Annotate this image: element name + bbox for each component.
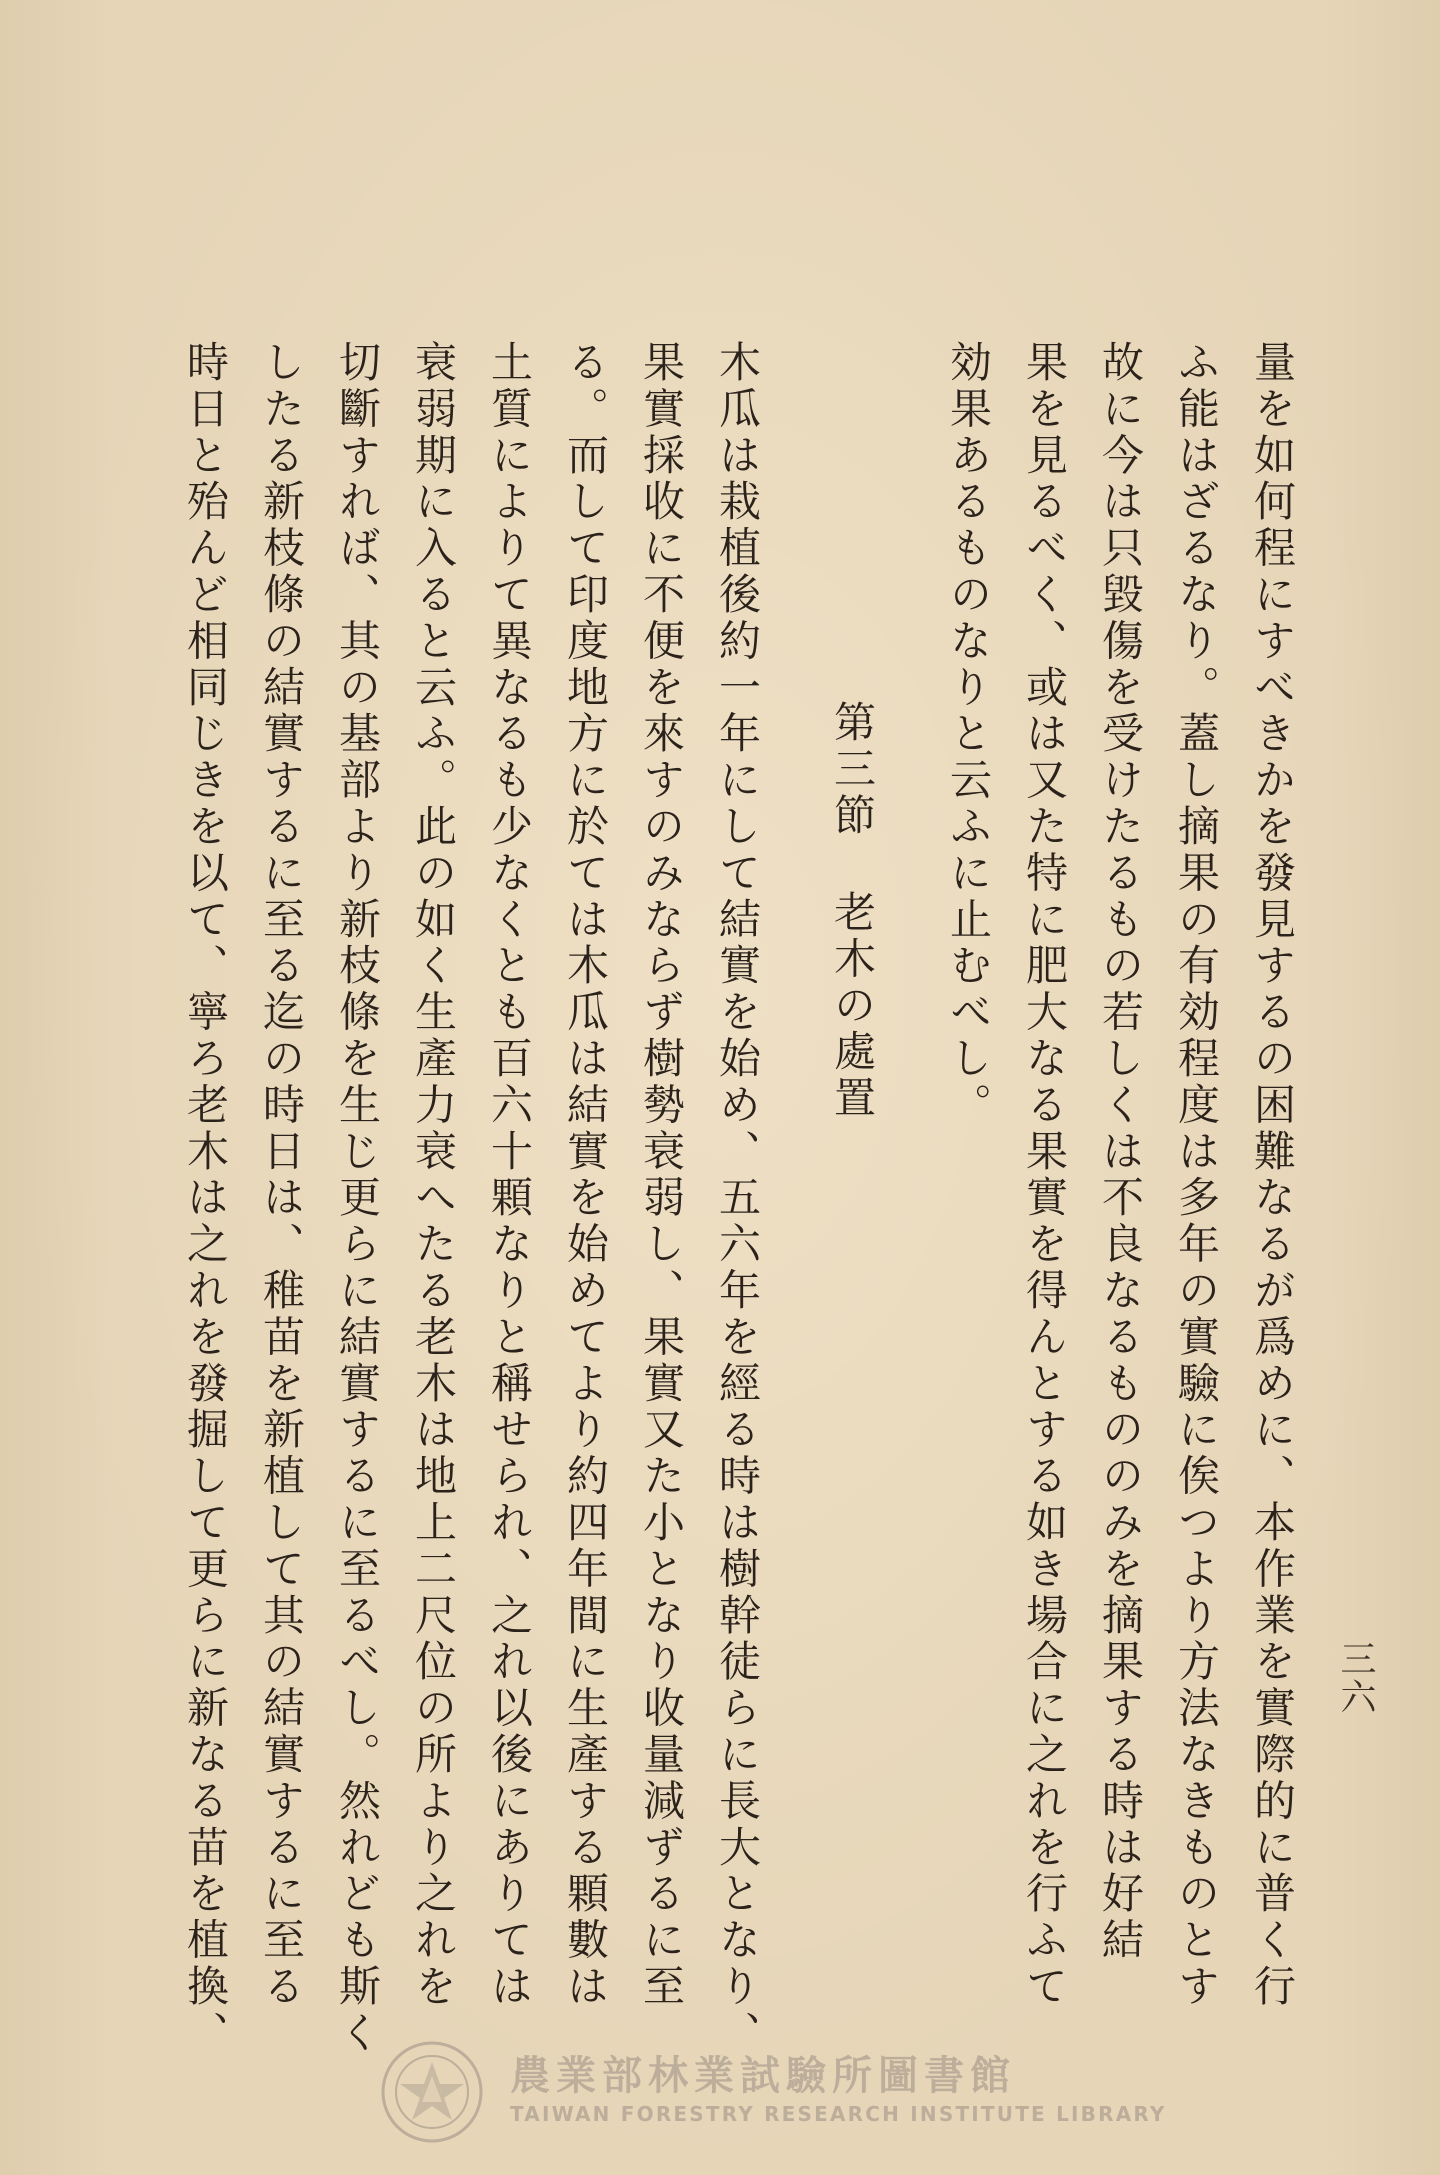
text-column: 木瓜は栽植後約一年にして結實を始め、五六年を經る時は樹幹徒らに長大となり、 — [713, 340, 762, 2057]
section-number: 第三節 — [828, 700, 877, 840]
text-column: 量を如何程にすべきかを發見するの困難なるが爲めに、本作業を實際的に普く行 — [1248, 340, 1297, 2011]
text-column: 土質によりて異なるも少なくとも百六十顆なりと稱せられ、之れ以後にありては — [485, 340, 534, 2011]
text-column: 効果あるものなりと云ふに止むべし。 — [944, 340, 993, 1129]
watermark-title: 農業部林業試驗所圖書館 — [510, 2053, 1016, 2099]
watermark-subtitle: TAIWAN FORESTRY RESEARCH INSTITUTE LIBRARY — [510, 2102, 1167, 2126]
text-column: る。而して印度地方に於ては木瓜は結實を始めてより約四年間に生產する顆數は — [561, 340, 610, 2011]
text-column: 切斷すれば、其の基部より新枝條を生じ更らに結實するに至るべし。然れども斯く — [333, 340, 382, 2057]
text-column: ふ能はざるなり。蓋し摘果の有効程度は多年の實驗に俟つより方法なきものとす — [1172, 340, 1221, 2011]
text-column: 故に今は只毀傷を受けたるもの若しくは不良なるもののみを摘果する時は好結 — [1096, 340, 1145, 1964]
text-column: 果を見るべく、或は又た特に肥大なる果實を得んとする如き場合に之れを行ふて — [1020, 340, 1069, 2011]
text-column: したる新枝條の結實するに至る迄の時日は、稚苗を新植して其の結實するに至る — [257, 340, 306, 2011]
text-column: 衰弱期に入ると云ふ。此の如く生產力衰へたる老木は地上二尺位の所より之れを — [409, 340, 458, 2011]
library-watermark — [380, 2040, 1167, 2150]
page-number: 三六 — [1335, 1640, 1376, 1716]
section-title: 老木の處置 — [828, 890, 877, 1122]
text-column: 時日と殆んど相同じきを以て、寧ろ老木は之れを發掘して更らに新なる苗を植換、 — [181, 340, 230, 2057]
library-seal-icon — [380, 2040, 484, 2144]
text-column: 果實採收に不便を來すのみならず樹勢衰弱し、果實又た小となり收量減ずるに至 — [637, 340, 686, 2011]
